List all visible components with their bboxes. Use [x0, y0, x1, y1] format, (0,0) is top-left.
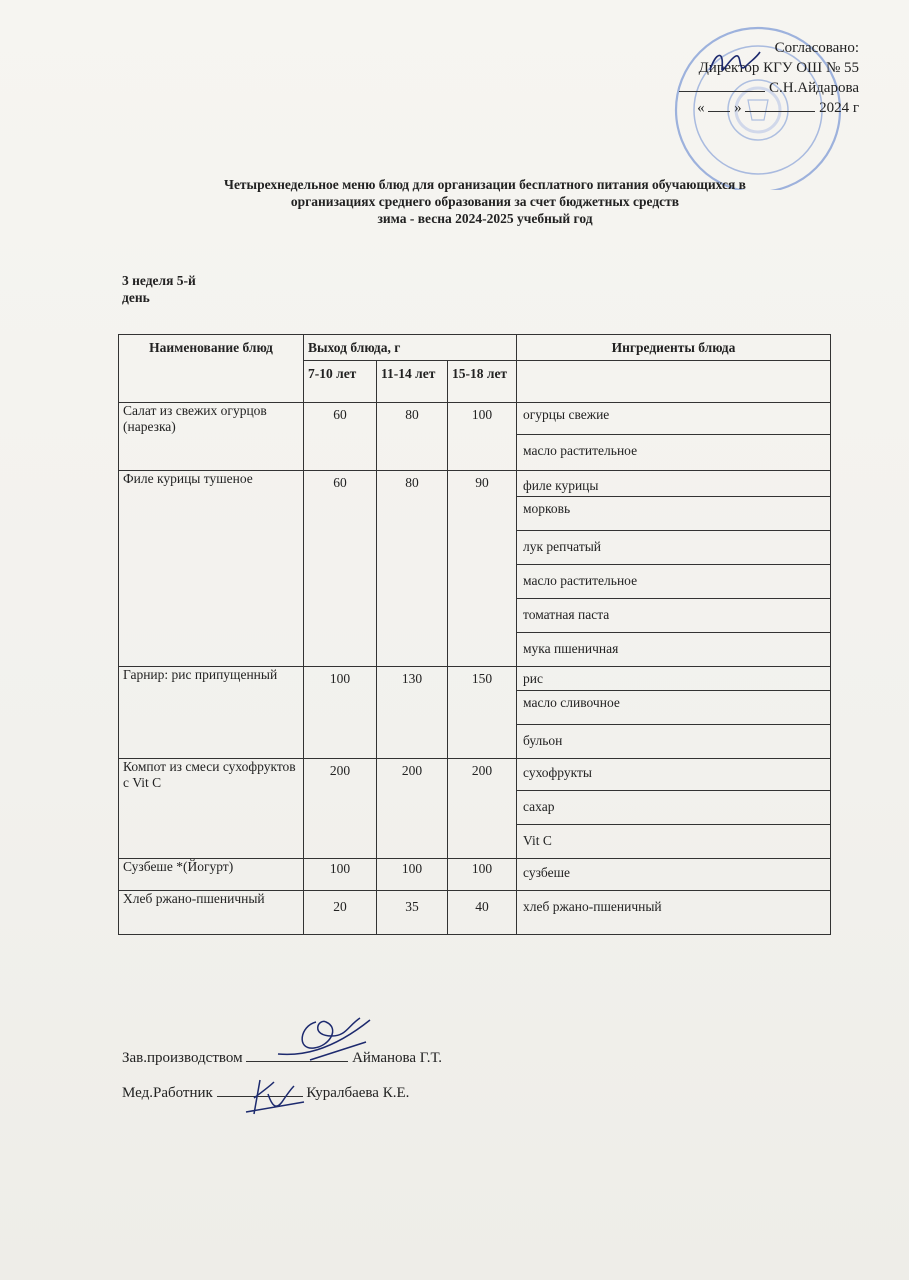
yield-7-10: 200 [304, 759, 377, 859]
title-line-2: организациях среднего образования за счет бюджетных средств [290, 194, 680, 209]
yield-11-14: 35 [377, 891, 448, 935]
medical-name: Куралбаева К.Е. [306, 1085, 410, 1101]
ingredient: томатная паста [517, 599, 831, 633]
table-row [119, 859, 831, 891]
week-label: 3 неделя 5-й [122, 273, 196, 288]
table-row [119, 891, 831, 935]
yield-11-14: 130 [377, 667, 448, 759]
ingredient: сахар [517, 791, 831, 825]
ingredient: мука пшеничная [517, 633, 831, 667]
week-day-label [122, 272, 196, 306]
ingredient: хлеб ржано-пшеничный [517, 891, 831, 935]
document-title [90, 176, 880, 227]
medical-signature [240, 1072, 310, 1120]
production-name: Айманова Г.Т. [352, 1050, 442, 1066]
ingredient: сузбеше [517, 859, 831, 891]
yield-11-14: 100 [377, 859, 448, 891]
production-label: Зав.производством [122, 1050, 243, 1066]
ingredient: филе курицы [517, 471, 831, 497]
day-label: день [122, 290, 150, 305]
yield-7-10: 60 [304, 403, 377, 471]
ingredient: рис [517, 667, 831, 691]
yield-11-14: 80 [377, 471, 448, 667]
yield-15-18: 150 [448, 667, 517, 759]
approval-name-line [619, 78, 859, 98]
yield-15-18: 40 [448, 891, 517, 935]
dish-name: Хлеб ржано-пшеничный [119, 891, 304, 935]
ingredient: масло сливочное [517, 691, 831, 725]
dish-name: Салат из свежих огурцов (нарезка) [119, 403, 304, 471]
director-signature [706, 46, 762, 80]
approval-name: С.Н.Айдарова [768, 80, 859, 96]
ingredient: лук репчатый [517, 531, 831, 565]
medical-label: Мед.Работник [122, 1085, 213, 1101]
yield-7-10: 20 [304, 891, 377, 935]
ingredient: морковь [517, 497, 831, 531]
header-empty [517, 361, 831, 403]
yield-15-18: 90 [448, 471, 517, 667]
yield-11-14: 80 [377, 403, 448, 471]
dish-name: Филе курицы тушеное [119, 471, 304, 667]
yield-7-10: 100 [304, 859, 377, 891]
ingredient: огурцы свежие [517, 403, 831, 435]
header-yield: Выход блюда, г [304, 335, 517, 361]
ingredient: Vit C [517, 825, 831, 859]
header-age-11-14: 11-14 лет [377, 361, 448, 403]
production-signature [270, 1012, 380, 1068]
header-age-7-10: 7-10 лет [304, 361, 377, 403]
dish-name: Гарнир: рис припущенный [119, 667, 304, 759]
dish-name: Компот из смеси сухофруктов с Vit C [119, 759, 304, 859]
header-dish-name: Наименование блюд [119, 335, 304, 403]
approval-position: Директор КГУ ОШ № 55 [698, 60, 859, 76]
approval-date-line [619, 98, 859, 118]
ingredient: масло растительное [517, 565, 831, 599]
yield-7-10: 100 [304, 667, 377, 759]
dish-name: Сузбеше *(Йогурт) [119, 859, 304, 891]
yield-15-18: 100 [448, 859, 517, 891]
table-row [119, 667, 831, 691]
table-row [119, 759, 831, 791]
menu-table [118, 334, 831, 935]
header-age-15-18: 15-18 лет [448, 361, 517, 403]
approval-year: 2024 г [819, 100, 859, 116]
yield-11-14: 200 [377, 759, 448, 859]
ingredient: масло растительное [517, 435, 831, 471]
yield-7-10: 60 [304, 471, 377, 667]
header-ingredients: Ингредиенты блюда [517, 335, 831, 361]
table-row [119, 403, 831, 435]
title-line-1: Четырехнедельное меню блюд для организации бесплатного питания обучающихся в [224, 177, 746, 192]
title-line-3: зима - весна 2024-2025 учебный год [377, 211, 593, 226]
ingredient: сухофрукты [517, 759, 831, 791]
ingredient: бульон [517, 725, 831, 759]
table-header-row [119, 335, 831, 361]
table-row [119, 471, 831, 497]
yield-15-18: 100 [448, 403, 517, 471]
yield-15-18: 200 [448, 759, 517, 859]
date-quote-close: » [734, 100, 742, 116]
date-quote-open: « [697, 100, 705, 116]
approval-title: Согласовано: [774, 40, 859, 56]
